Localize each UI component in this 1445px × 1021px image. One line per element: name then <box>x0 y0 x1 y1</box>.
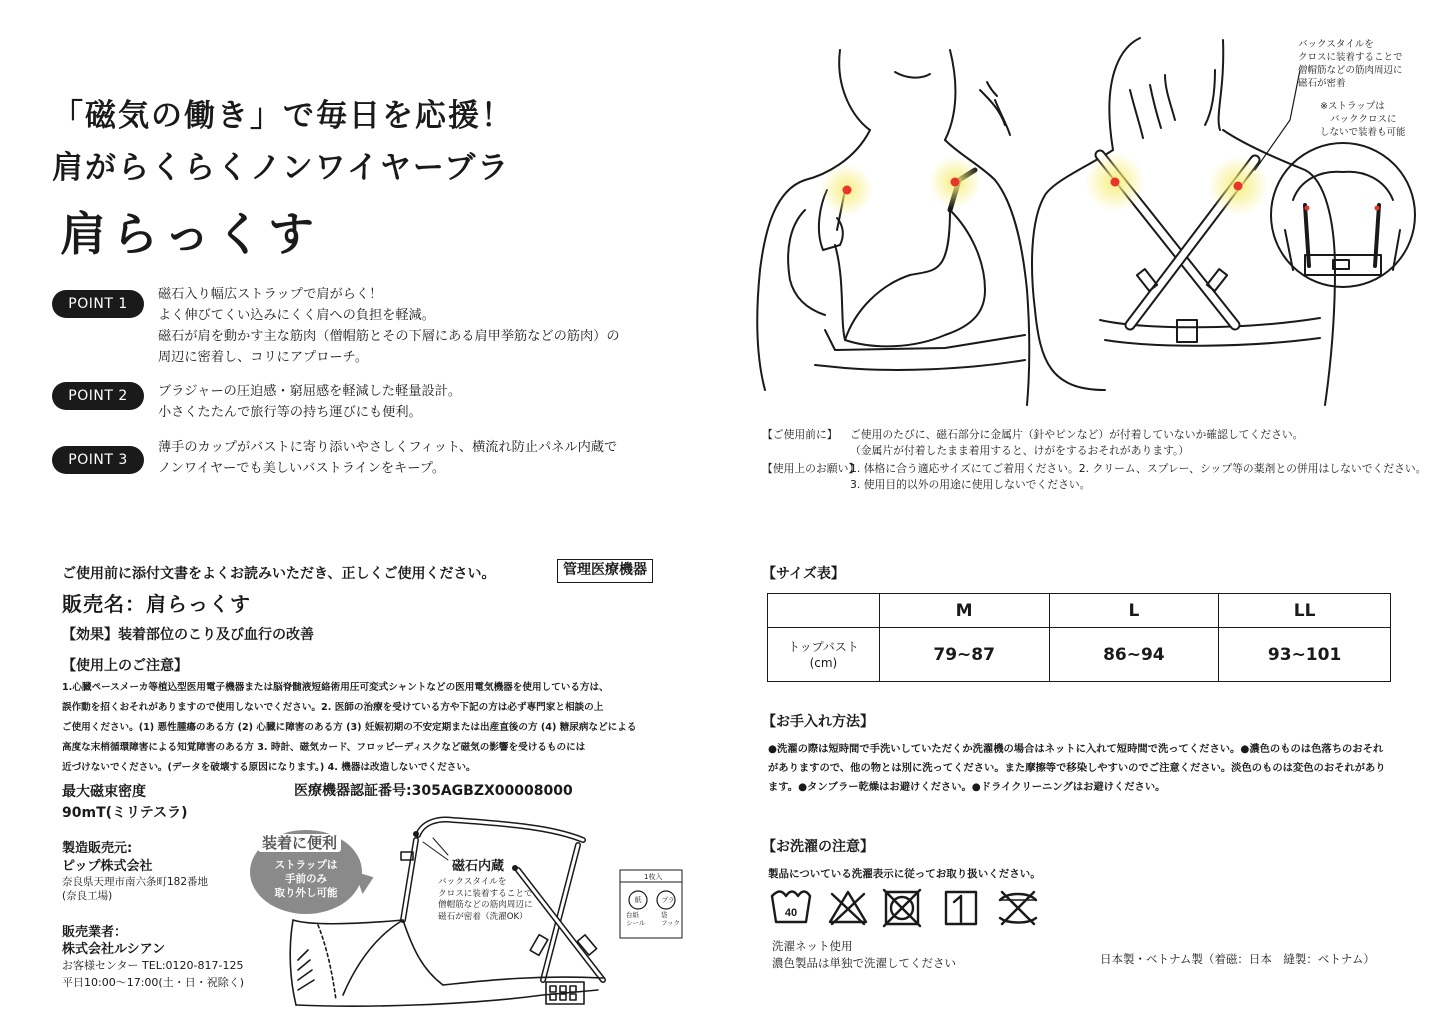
magnet-dot <box>951 178 960 187</box>
plastic-parts: 袋 フック <box>661 911 681 927</box>
caution-line: 誤作動を招くおそれがありますので使用しないでください。2. 医師の治療を受けている方や下記の方は必ず専門家と相談の上 <box>62 702 604 713</box>
row-label-line: トップバスト <box>788 639 859 654</box>
manufacturer-factory: (奈良工場) <box>62 890 113 902</box>
sales-name: 販売名：肩らっくす <box>62 592 251 616</box>
size-value-m: 79~87 <box>879 628 1049 682</box>
note-line: ※ストラップは <box>1320 101 1385 112</box>
size-table-corner <box>768 594 880 628</box>
point-2-line: ブラジャーの圧迫感・窮屈感を軽減した軽量設計。 <box>158 384 462 399</box>
wash-temperature: 40 <box>784 907 798 919</box>
point-2-text <box>158 381 461 423</box>
wash-heading: 【お洗濯の注意】 <box>762 839 874 855</box>
magnet-line: 僧帽筋などの筋肉周辺に <box>438 900 533 910</box>
support-phone: お客様センター TEL:0120-817-125 <box>62 959 244 972</box>
request-line: 3. 使用目的以外の用途に使用しないでください。 <box>850 477 1091 491</box>
point-1-line: 周辺に密着し、コリにアプローチ。 <box>158 350 369 365</box>
brand-name: 肩らっくす <box>60 207 320 261</box>
caution-heading: 【使用上のご注意】 <box>62 658 188 674</box>
size-table-heading: 【サイズ表】 <box>762 566 845 582</box>
size-row-label <box>768 628 880 682</box>
care-line: がありますので、他の物とは別に洗ってください。また摩擦等で移染しやすいのでご注意ください。淡色のものは変色のおそれがあり <box>768 762 1386 774</box>
bubble-line: 取り外し可能 <box>274 887 338 899</box>
care-heading: 【お手入れ方法】 <box>762 714 874 730</box>
point-1-line: 磁石が肩を動かす主な筋肉（僧帽筋とその下層にある肩甲挙筋などの筋肉）の <box>158 329 620 344</box>
distributor-name: 株式会社ルシアン <box>62 942 166 957</box>
magnet-notes <box>438 877 533 923</box>
headline-line2: 肩がらくらくノンワイヤーブラ <box>52 150 511 186</box>
max-flux-value: 90mT(ミリテスラ) <box>62 805 188 821</box>
request-line: 1. 体格に合う適応サイズにてご着用ください。2. クリーム、スプレー、シップ等の薬剤との併用はしないでください。 <box>850 462 1427 476</box>
size-value-l: 86~94 <box>1049 628 1219 682</box>
manufacturer-label: 製造販売元: <box>62 841 133 856</box>
point-1-badge: POINT 1 <box>52 290 144 318</box>
dark-color-note: 濃色製品は単独で洗濯してください <box>772 956 956 970</box>
point-1-text <box>158 284 620 368</box>
point-3-text <box>158 437 617 479</box>
caution-line: ご使用ください。(1) 悪性腫瘍のある方 (2) 心臓に障害のある方 (3) 妊娠初期の不安定期または出産直後の方 (4) 糖尿病などによる <box>62 722 637 733</box>
magnet-dot <box>1111 178 1120 187</box>
caution-line: 1.心臓ペースメーカ等植込型医用電子機器または脳脊髄液短絡術用圧可変式シャントなどの医用電気機器を使用している方は、 <box>62 682 609 693</box>
request-label: 【使用上のお願い】 <box>762 462 860 476</box>
size-table <box>767 593 1391 682</box>
plastic-symbol: プラ <box>661 896 675 904</box>
bubble-title: 装着に便利 <box>258 834 341 852</box>
magnet-dot <box>1375 206 1380 211</box>
cert-number: 医療機器認証番号:305AGBZX00008000 <box>294 783 573 799</box>
pack-count: 1枚入 <box>644 873 663 881</box>
net-note: 洗濯ネット使用 <box>772 939 853 953</box>
paper-parts: 台紙 シール <box>626 911 646 927</box>
usage-notice <box>762 427 1426 492</box>
point-3-line: ノンワイヤーでも美しいバストラインをキープ。 <box>158 461 446 476</box>
no-dry-clean-icon <box>1000 892 1036 924</box>
manufacturer-address: 奈良県天理市南六条町182番地 <box>62 876 209 888</box>
magnet-line: クロスに装着することで <box>438 888 533 899</box>
caution-line: 高度な末梢循環障害による知覚障害のある方 3. 時計、磁気カード、フロッピーディスクなど磁気の影響を受けるものには <box>62 742 586 753</box>
headline-line1: 「磁気の働き」で毎日を応援！ <box>52 98 514 134</box>
callout-line: 僧帽筋などの筋肉周辺に <box>1298 65 1403 76</box>
no-bleach-icon <box>830 892 866 924</box>
max-flux-label: 最大磁束密度 <box>62 784 146 800</box>
size-value-ll: 93~101 <box>1219 628 1391 682</box>
magnet-line: バックスタイルを <box>438 877 507 887</box>
front-chin <box>839 50 870 130</box>
magnet-dot <box>843 186 852 195</box>
effect: 【効果】装着部位のこり及び血行の改善 <box>62 627 314 643</box>
point-3-line: 薄手のカップがバストに寄り添いやさしくフィット、横流れ防止パネル内蔵で <box>158 440 618 455</box>
point-2-badge: POINT 2 <box>52 382 144 410</box>
cross-callout <box>1298 38 1403 90</box>
bubble-text <box>256 858 356 900</box>
caution-body <box>62 678 636 778</box>
wash-intro: 製品についている洗濯表示に従ってお取り扱いください。 <box>768 868 1041 880</box>
size-col-m: M <box>879 594 1049 628</box>
paper-symbol: 紙 <box>634 896 642 904</box>
point-2-line: 小さくたたんで旅行等の持ち運びにも便利。 <box>158 405 422 420</box>
size-col-l: L <box>1049 594 1219 628</box>
wash-symbols <box>768 888 1048 932</box>
before-use-label: 【ご使用前に】 <box>762 428 838 441</box>
bubble-line: 手前のみ <box>285 873 327 885</box>
note-line: バッククロスに <box>1330 114 1397 125</box>
device-class-badge: 管理医療機器 <box>557 559 653 583</box>
care-line: ます。●タンブラー乾燥はお避けください。●ドライクリーニングはお避けください。 <box>768 781 1166 793</box>
before-use-line: ご使用のたびに、磁石部分に金属片（針やピンなど）が付着していないか確認してください。 <box>850 428 1304 441</box>
magnet-line: 磁石が密着（洗濯OK） <box>438 911 528 922</box>
caution-line: 近づけないでください。(データを破壊する原因になります。) 4. 機器は改造しないでください。 <box>62 762 476 773</box>
callout-line: 磁石が密着 <box>1298 78 1346 89</box>
read-first-note: ご使用前に添付文書をよくお読みいただき、正しくご使用ください。 <box>62 566 496 582</box>
country-of-origin: 日本製・ベトナム製（着磁：日本 縫製：ベトナム） <box>1100 952 1375 966</box>
manufacturer-name: ピップ株式会社 <box>62 859 153 874</box>
row-label-unit: (cm) <box>809 655 838 670</box>
magnet-dot <box>1234 182 1243 191</box>
distributor-label: 販売業者： <box>62 925 128 940</box>
point-1-line: 磁石入り幅広ストラップで肩がらく！ <box>158 287 383 302</box>
callout-line: クロスに装着することで <box>1298 52 1403 63</box>
care-body <box>768 740 1386 797</box>
note-line: しないで装着も可能 <box>1320 127 1406 138</box>
magnet-dot <box>1305 206 1310 211</box>
strap-note <box>1320 100 1406 139</box>
drip-line-dry-icon <box>946 892 976 924</box>
no-tumble-dry-icon <box>884 890 920 926</box>
bubble-line: ストラップは <box>274 859 338 871</box>
point-3-badge: POINT 3 <box>52 446 144 474</box>
size-col-ll: LL <box>1219 594 1391 628</box>
magnet-label: 磁石内蔵 <box>452 859 505 874</box>
support-hours: 平日10:00～17:00(土・日・祝除く) <box>62 976 244 989</box>
care-line: ●洗濯の際は短時間で手洗いしていただくか洗濯機の場合はネットに入れて短時間で洗ってください。●濃色のものは色落ちのおそれ <box>768 743 1384 755</box>
before-use-line: （金属片が付着したまま着用すると、けがをするおそれがあります。） <box>850 443 1190 457</box>
callout-line: バックスタイルを <box>1298 39 1374 50</box>
point-1-line: よく伸びてくい込みにくく肩への負担を軽減。 <box>158 308 435 323</box>
